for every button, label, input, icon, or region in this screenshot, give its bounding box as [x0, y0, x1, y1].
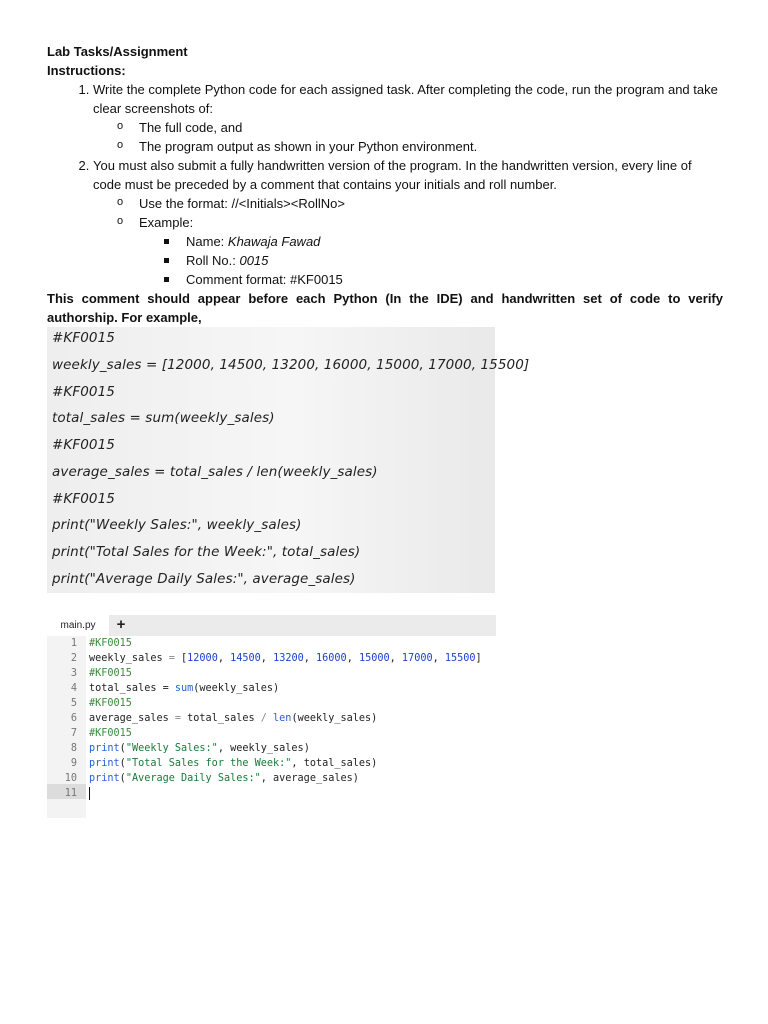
comment-token: #KF0015 [89, 638, 132, 649]
string-token: "Average Daily Sales:" [125, 773, 261, 784]
example-list [139, 232, 723, 289]
line-number: 7 [70, 728, 77, 739]
code-token: average_sales [89, 713, 175, 724]
number-token: 13200 [273, 653, 304, 664]
function-token: len [273, 713, 292, 724]
line-number: 3 [70, 668, 77, 679]
tab-bar [47, 615, 496, 636]
code-token: , total_sales) [291, 758, 378, 769]
hand-line: weekly_sales = [12000, 14500, 13200, 16000, 15000, 17000, 15500] [52, 357, 530, 373]
separator-token: , [303, 653, 317, 664]
name-value: Khawaja Fawad [227, 234, 321, 249]
number-token: 16000 [316, 653, 347, 664]
line-number: 11 [64, 788, 77, 799]
hand-line: #KF0015 [52, 491, 115, 507]
sub-item-example [139, 213, 723, 289]
code-token: (weekly_sales) [291, 713, 378, 724]
add-tab-button[interactable]: + [116, 616, 126, 633]
line-number: 9 [70, 758, 77, 769]
format-sublist [93, 194, 723, 289]
separator-token: , [432, 653, 445, 664]
code-token: ( [119, 773, 126, 784]
text-cursor [89, 787, 90, 800]
hand-line: average_sales = total_sales / len(weekly_sales) [52, 464, 378, 480]
roll-value: 0015 [239, 253, 269, 268]
instruction-list [47, 80, 723, 289]
instruction-item-1-text: Write the complete Python code for each assigned task. After completing the code, run the program and take clear screenshots of: [93, 82, 718, 116]
operator-token: = [174, 713, 182, 724]
tab-main-py[interactable]: main.py [47, 615, 109, 636]
number-token: 17000 [401, 653, 433, 664]
instruction-item-2-text: You must also submit a fully handwritten version of the program. In the handwritten version, every line of code must be preceded by a comment that contains your initials and roll number. [93, 158, 692, 192]
separator-token: , [346, 653, 359, 664]
example-comment: Comment format: #KF0015 [186, 270, 723, 289]
line-number: 2 [70, 653, 77, 664]
hand-line: #KF0015 [52, 330, 115, 346]
code-token: ( [119, 743, 126, 754]
number-token: 15000 [358, 653, 390, 664]
instruction-item-2 [93, 156, 723, 289]
code-token: total_sales [181, 713, 261, 724]
line-number: 6 [70, 713, 77, 724]
string-token: "Total Sales for the Week:" [125, 758, 292, 769]
function-token: print [89, 743, 120, 754]
instruction-item-1 [93, 80, 723, 156]
comment-token: #KF0015 [89, 698, 132, 709]
assignment-heading: Lab Tasks/Assignment [47, 44, 188, 59]
roll-label: Roll No.: [186, 253, 240, 268]
line-number: 1 [70, 638, 77, 649]
code-token: (weekly_sales) [193, 683, 280, 694]
string-token: "Weekly Sales:" [125, 743, 218, 754]
function-token: print [89, 758, 120, 769]
code-token: ( [119, 758, 126, 769]
sub-item-format: o Use the format: //<Initials><RollNo> [139, 194, 723, 213]
instructions-label: Instructions: [47, 63, 126, 78]
example-name [186, 232, 723, 251]
sub-item-program-output: o The program output as shown in your Python environment. [139, 137, 723, 156]
line-number: 4 [70, 683, 77, 694]
example-roll [186, 251, 723, 270]
handwritten-code-image [47, 327, 530, 593]
comment-token: #KF0015 [89, 668, 132, 679]
hand-line: total_sales = sum(weekly_sales) [52, 410, 275, 426]
hand-line: #KF0015 [52, 437, 115, 453]
number-token: 12000 [187, 653, 218, 664]
operator-token: = [168, 653, 175, 664]
code-token: , weekly_sales) [217, 743, 310, 754]
hand-line: print("Average Daily Sales:", average_sales) [52, 571, 356, 587]
function-token: sum [174, 683, 194, 694]
code-token: total_sales = [89, 683, 175, 694]
code-token: [ [174, 653, 188, 664]
instructions-document [47, 42, 723, 327]
code-line-active[interactable] [47, 786, 496, 801]
code-token: weekly_sales [89, 653, 169, 664]
screenshot-sublist [93, 118, 723, 156]
line-number: 8 [70, 743, 77, 754]
code-token: ] [475, 653, 482, 664]
separator-token: , [260, 653, 274, 664]
line-number: 5 [70, 698, 77, 709]
line-number: 10 [64, 773, 77, 784]
ide-screenshot [47, 615, 496, 818]
hand-line: print("Total Sales for the Week:", total_sales) [52, 544, 361, 560]
name-label: Name: [186, 234, 228, 249]
number-token: 15500 [444, 653, 476, 664]
separator-token: , [389, 653, 402, 664]
number-token: 14500 [230, 653, 261, 664]
separator-token: , [217, 653, 231, 664]
comment-token: #KF0015 [89, 728, 132, 739]
operator-token: / [260, 713, 267, 724]
hand-line: print("Weekly Sales:", weekly_sales) [52, 517, 302, 533]
example-label: Example: [139, 215, 194, 230]
function-token: print [89, 773, 120, 784]
hand-line: #KF0015 [52, 384, 115, 400]
sub-item-full-code: o The full code, and [139, 118, 723, 137]
code-token: , average_sales) [260, 773, 359, 784]
authorship-note: This comment should appear before each Python (In the IDE) and handwritten set of code to verify authorship. For example, [47, 291, 723, 325]
